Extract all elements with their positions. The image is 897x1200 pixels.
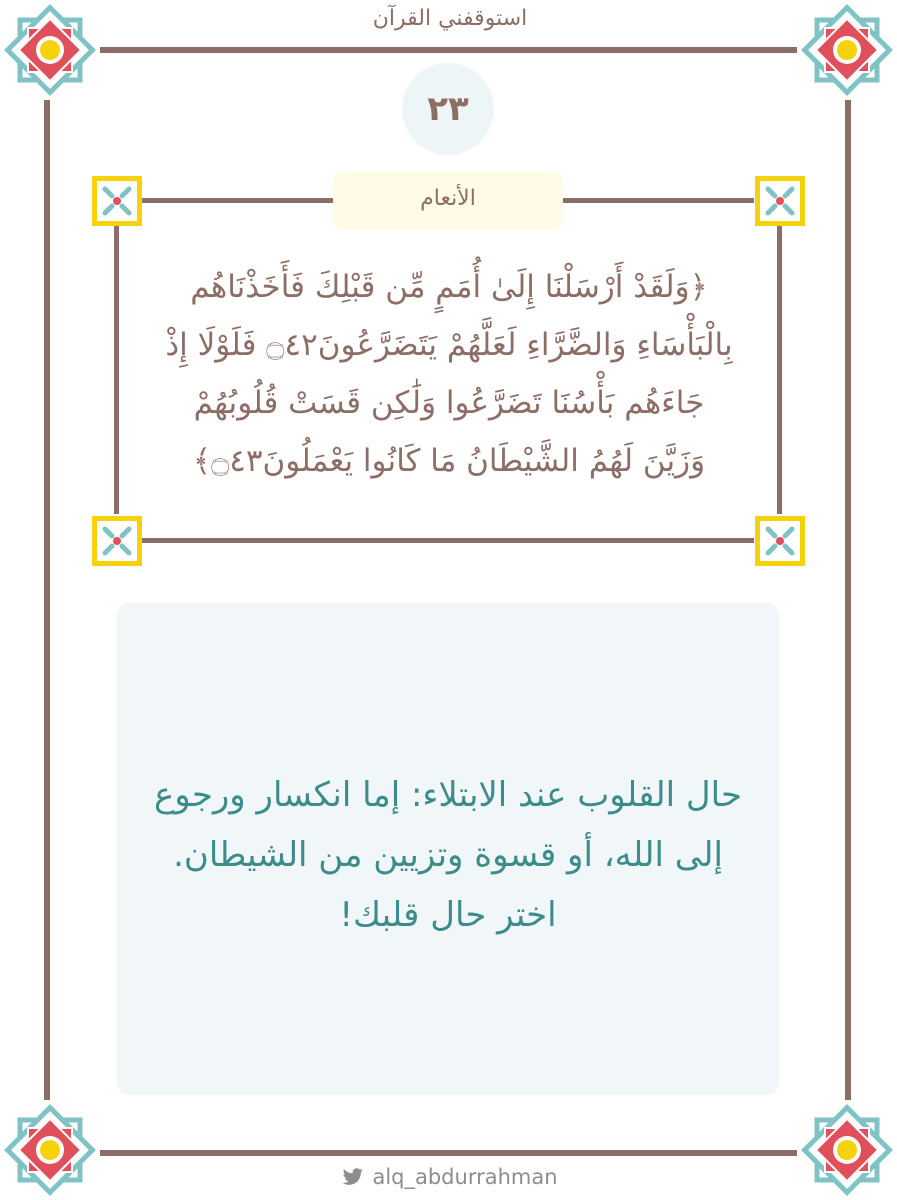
corner-square-ornament [92,516,142,566]
verse-text [150,258,748,490]
reflection-text [130,765,766,945]
verse-frame-right [777,226,782,514]
header-title: استوقفني القرآن [372,6,528,31]
verse-line: وَزَيَّنَ لَهُمُ الشَّيْطَانُ مَا كَانُوا يَعْمَلُونَ۝٤٣﴾ [192,443,706,479]
verse-line: جَاءَهُم بَأْسُنَا تَضَرَّعُوا وَلَٰكِن قَسَتْ قُلُوبُهُمْ [193,385,705,421]
rosette-ornament-icon [4,4,96,96]
twitter-handle: alq_abdurrahman [372,1165,558,1189]
corner-square-ornament [92,176,142,226]
reflection-line: إلى الله، أو قسوة وتزيين من الشيطان. [173,835,723,875]
footer-handle[interactable] [330,1165,570,1189]
twitter-bird-icon [342,1168,364,1186]
bottom-frame-line [100,1150,797,1156]
verse-frame-bottom [142,538,754,543]
verse-line: ﴿وَلَقَدْ أَرْسَلْنَا إِلَىٰ أُمَمٍ مِّن قَبْلِكَ فَأَخَذْنَاهُم [190,269,708,305]
cross-ornament-icon [97,521,137,561]
surah-name: الأنعام [420,186,476,211]
page-number: ٢٣ [427,89,469,129]
cross-ornament-icon [760,521,800,561]
rosette-ornament-icon [801,1104,893,1196]
left-frame-line [44,100,50,1100]
cross-ornament-icon [97,181,137,221]
cross-ornament-icon [760,181,800,221]
verse-frame-left [114,226,119,514]
reflection-line: حال القلوب عند الابتلاء: إما انكسار ورجوع [154,775,742,815]
right-frame-line [845,100,851,1100]
verse-line: بِالْبَأْسَاءِ وَالضَّرَّاءِ لَعَلَّهُمْ يَتَضَرَّعُونَ۝٤٢ فَلَوْلَا إِذْ [165,327,733,363]
corner-square-ornament [755,516,805,566]
rosette-ornament-icon [801,4,893,96]
rosette-ornament-icon [4,1104,96,1196]
top-frame-line [100,47,797,53]
reflection-line: اختر حال قلبك! [339,895,557,935]
corner-square-ornament [755,176,805,226]
